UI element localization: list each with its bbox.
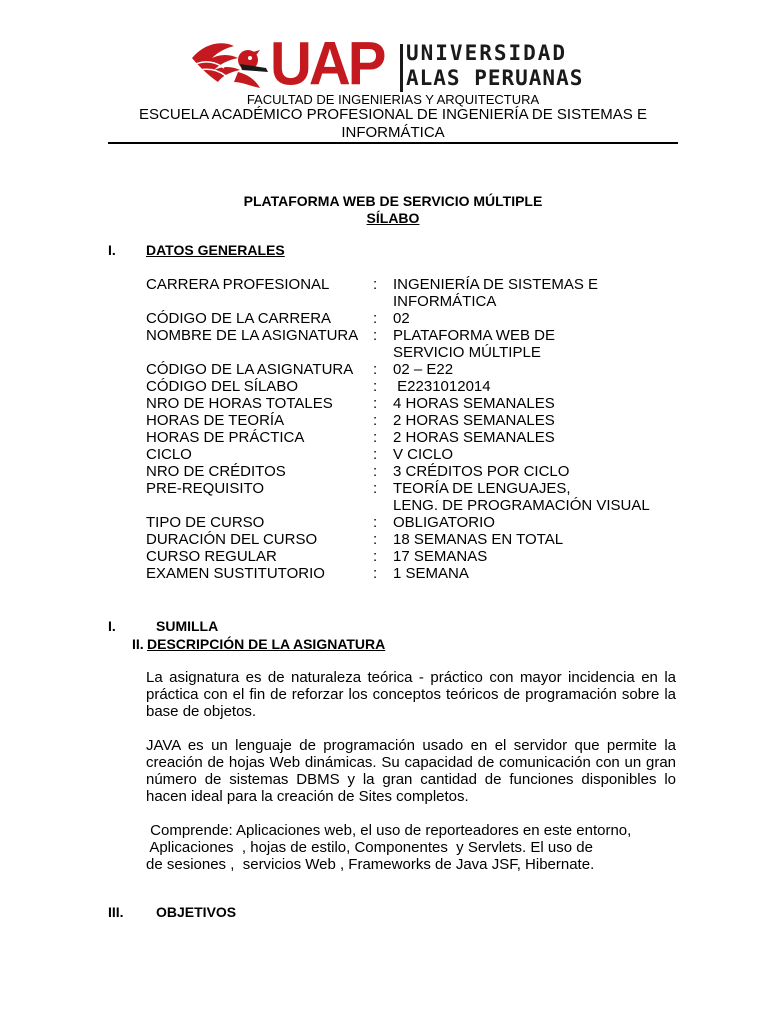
- description-paragraph-2: JAVA es un lenguaje de programación usado en el servidor que permite la creación de hojas Web dinámicas. Su capacidad de comunicación con un gran número de sistemas DBMS y la gran cantidad de funciones disponibles lo hacen ideal para la creación de Sites completos.: [146, 737, 676, 805]
- info-value: V CICLO: [393, 446, 454, 463]
- info-row: [146, 327, 686, 361]
- info-row: [146, 548, 686, 565]
- faculty-name: FACULTAD DE INGENIERIAS Y ARQUITECTURA: [246, 92, 540, 107]
- section-sumilla-number: I.: [108, 618, 116, 634]
- info-label: CÓDIGO DE LA ASIGNATURA: [146, 361, 354, 378]
- document-title: PLATAFORMA WEB DE SERVICIO MÚLTIPLE: [243, 193, 543, 209]
- info-colon: :: [373, 412, 378, 429]
- info-label: NRO DE HORAS TOTALES: [146, 395, 333, 412]
- section-3-number: III.: [108, 904, 124, 920]
- info-label: NRO DE CRÉDITOS: [146, 463, 286, 480]
- info-value: [393, 327, 686, 361]
- info-value: [393, 480, 686, 514]
- section-sumilla-title: SUMILLA: [156, 618, 219, 634]
- info-value: 2 HORAS SEMANALES: [393, 412, 555, 429]
- section-1-number: I.: [108, 242, 116, 258]
- info-row: [146, 446, 686, 463]
- info-value: 02 – E22: [393, 361, 454, 378]
- paragraph-3-line: Aplicaciones , hojas de estilo, Componentes y Servlets. El uso de: [146, 839, 593, 856]
- info-colon: :: [373, 446, 378, 463]
- info-row: [146, 429, 686, 446]
- info-label: HORAS DE PRÁCTICA: [146, 429, 305, 446]
- info-value: [393, 276, 686, 310]
- info-label: HORAS DE TEORÍA: [146, 412, 285, 429]
- info-colon: :: [373, 514, 378, 531]
- info-row: [146, 514, 686, 531]
- description-paragraph-3: [146, 822, 686, 873]
- section-2-number: II.: [132, 636, 144, 652]
- info-row: [146, 480, 686, 514]
- info-value: E2231012014: [393, 378, 491, 395]
- logo-divider: [400, 44, 403, 92]
- info-value: 1 SEMANA: [393, 565, 469, 582]
- info-value: 18 SEMANAS EN TOTAL: [393, 531, 564, 548]
- info-label: CÓDIGO DEL SÍLABO: [146, 378, 298, 395]
- info-label: DURACIÓN DEL CURSO: [146, 531, 318, 548]
- logo-uap-mark: UAP: [270, 29, 384, 99]
- info-row: [146, 412, 686, 429]
- info-value: OBLIGATORIO: [393, 514, 495, 531]
- info-value: 02: [393, 310, 410, 327]
- info-value-line2: LENG. DE PROGRAMACIÓN VISUAL: [393, 497, 650, 514]
- info-label: PRE-REQUISITO: [146, 480, 265, 497]
- info-value: 17 SEMANAS: [393, 548, 488, 565]
- logo-line-universidad: UNIVERSIDAD: [406, 41, 568, 65]
- section-2-title: DESCRIPCIÓN DE LA ASIGNATURA: [147, 636, 386, 652]
- paragraph-3-line: de sesiones , servicios Web , Frameworks de Java JSF, Hibernate.: [146, 856, 595, 873]
- info-row: [146, 565, 686, 582]
- info-label: NOMBRE DE LA ASIGNATURA: [146, 327, 359, 344]
- info-value-line1: TEORÍA DE LENGUAJES,: [393, 480, 571, 497]
- info-label: TIPO DE CURSO: [146, 514, 265, 531]
- university-logo: [190, 29, 600, 99]
- info-colon: :: [373, 310, 378, 327]
- info-label: EXAMEN SUSTITUTORIO: [146, 565, 325, 582]
- info-value: 2 HORAS SEMANALES: [393, 429, 555, 446]
- logo-line-alas-peruanas: ALAS PERUANAS: [406, 66, 584, 90]
- info-label: CÓDIGO DE LA CARRERA: [146, 310, 332, 327]
- info-label: CICLO: [146, 446, 192, 463]
- info-row: [146, 276, 686, 310]
- info-label: CURSO REGULAR: [146, 548, 277, 565]
- info-colon: :: [373, 429, 378, 446]
- info-colon: :: [373, 361, 378, 378]
- header-divider: [108, 142, 678, 144]
- info-colon: :: [373, 378, 378, 395]
- info-colon: :: [373, 548, 378, 565]
- description-paragraph-1: La asignatura es de naturaleza teórica - práctico con mayor incidencia en la práctica con el fin de reforzar los conceptos teóricos de programación sobre la base de objetos.: [146, 669, 676, 720]
- info-value-line2: SERVICIO MÚLTIPLE: [393, 344, 541, 361]
- info-value-line2: INFORMÁTICA: [393, 293, 497, 310]
- info-value: 4 HORAS SEMANALES: [393, 395, 555, 412]
- section-1-title: DATOS GENERALES: [146, 242, 285, 258]
- info-colon: :: [373, 463, 378, 480]
- general-data-table: [146, 276, 686, 582]
- condor-emblem-icon: [190, 38, 272, 96]
- info-colon: :: [373, 327, 378, 344]
- section-3-title: OBJETIVOS: [156, 904, 237, 920]
- info-row: [146, 310, 686, 327]
- info-colon: :: [373, 565, 378, 582]
- info-label: CARRERA PROFESIONAL: [146, 276, 330, 293]
- info-row: [146, 361, 686, 378]
- info-row: [146, 378, 686, 395]
- info-colon: :: [373, 531, 378, 548]
- info-row: [146, 463, 686, 480]
- info-colon: :: [373, 276, 378, 293]
- info-row: [146, 531, 686, 548]
- info-colon: :: [373, 395, 378, 412]
- school-name: ESCUELA ACADÉMICO PROFESIONAL DE INGENIERÍA DE SISTEMAS E INFORMÁTICA: [139, 106, 647, 141]
- paragraph-3-line: Comprende: Aplicaciones web, el uso de reporteadores en este entorno,: [146, 822, 632, 839]
- info-value: 3 CRÉDITOS POR CICLO: [393, 463, 570, 480]
- document-subtitle: SÍLABO: [366, 210, 420, 226]
- info-row: [146, 395, 686, 412]
- info-value-line1: PLATAFORMA WEB DE: [393, 327, 555, 344]
- info-value-line1: INGENIERÍA DE SISTEMAS E: [393, 276, 599, 293]
- info-colon: :: [373, 480, 378, 497]
